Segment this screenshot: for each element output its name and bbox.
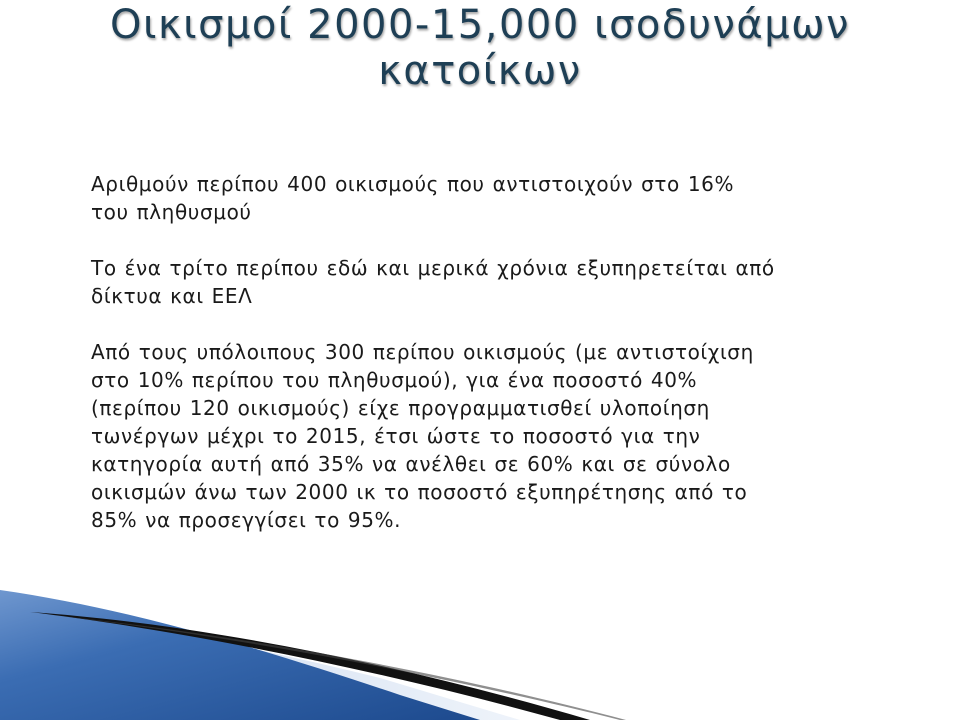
paragraph-3-line-7: 85% να προσεγγίσει το 95%. bbox=[91, 508, 402, 532]
paragraph-3-line-4: τωνέργων μέχρι το 2015, έτσι ώστε το ποσοστό για την bbox=[91, 424, 701, 448]
swoosh-blue-band bbox=[0, 590, 480, 720]
title-line-1: Οικισμοί 2000-15,000 ισοδυνάμων bbox=[109, 2, 851, 48]
paragraph-3 bbox=[91, 338, 891, 534]
corner-swoosh-decoration bbox=[0, 560, 960, 720]
paragraph-2-line-1: Το ένα τρίτο περίπου εδώ και μερικά χρόνια εξυπηρετείται από bbox=[91, 256, 775, 280]
paragraph-3-line-3: (περίπου 120 οικισμούς) είχε προγραμματισθεί υλοποίηση bbox=[91, 396, 710, 420]
slide-body bbox=[91, 170, 891, 562]
paragraph-3-line-6: οικισμών άνω των 2000 ικ το ποσοστό εξυπηρέτησης από το bbox=[91, 480, 748, 504]
paragraph-2-line-2: δίκτυα και ΕΕΛ bbox=[91, 284, 253, 308]
paragraph-3-line-5: κατηγορία αυτή από 35% να ανέλθει σε 60% και σε σύνολο bbox=[91, 452, 731, 476]
paragraph-1-line-1: Αριθμούν περίπου 400 οικισμούς που αντιστοιχούν στο 16% bbox=[91, 172, 735, 196]
paragraph-1 bbox=[91, 170, 891, 226]
paragraph-3-line-2: στο 10% περίπου του πληθυσμού), για ένα ποσοστό 40% bbox=[91, 368, 698, 392]
slide-title bbox=[0, 2, 960, 94]
paragraph-2 bbox=[91, 254, 891, 310]
paragraph-3-line-1: Από τους υπόλοιπους 300 περίπου οικισμούς (με αντιστοίχιση bbox=[91, 340, 754, 364]
paragraph-1-line-2: του πληθυσμού bbox=[91, 200, 252, 224]
title-line-2: κατοίκων bbox=[378, 48, 582, 94]
